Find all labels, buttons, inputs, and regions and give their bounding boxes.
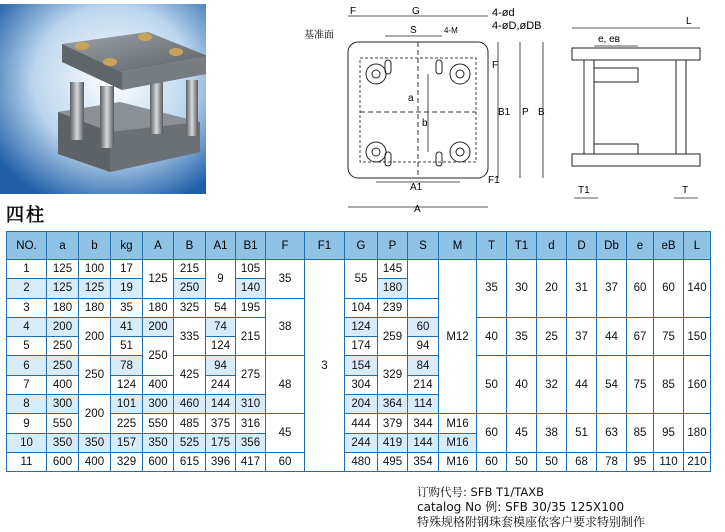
- cell-S: 114: [408, 395, 439, 414]
- cell-P: 239: [378, 298, 408, 317]
- cell-A1: 94: [206, 356, 236, 375]
- cell-M: M16: [439, 452, 477, 471]
- cell-A: 200: [143, 317, 174, 336]
- cell-P: 364: [378, 395, 408, 414]
- cell-B1: 356: [236, 433, 266, 452]
- cell-A: 125: [143, 260, 174, 299]
- table-row: [7, 356, 711, 375]
- cell-G: 55: [345, 260, 378, 299]
- cell-Db: 63: [597, 414, 627, 453]
- cell-B1: 215: [236, 317, 266, 356]
- cell-d: 20: [537, 260, 567, 318]
- cell-a: 300: [47, 395, 79, 414]
- col-header: L: [684, 232, 711, 260]
- dimension-drawing: [298, 2, 725, 216]
- col-header: Db: [597, 232, 627, 260]
- cell-P: 419: [378, 433, 408, 452]
- order-code: 订购代号: SFB T1/TAXB: [417, 485, 544, 499]
- cell-B1: 316: [236, 414, 266, 433]
- cell-Db: 78: [597, 452, 627, 471]
- cell-F: 45: [266, 414, 305, 453]
- cell-A: 550: [143, 414, 174, 433]
- cell-kg: 17: [111, 260, 143, 279]
- col-header: A1: [206, 232, 236, 260]
- cell-no: 10: [7, 433, 47, 452]
- col-header: T1: [507, 232, 537, 260]
- cell-eB: 95: [654, 414, 684, 453]
- col-header: eB: [654, 232, 684, 260]
- cell-D: 37: [567, 317, 597, 356]
- cell-b: 200: [79, 317, 111, 356]
- cell-a: 400: [47, 375, 79, 394]
- cell-M: M16: [439, 414, 477, 433]
- cell-G: 154: [345, 356, 378, 375]
- cell-P: 329: [378, 356, 408, 395]
- cell-e: 75: [627, 356, 654, 414]
- cell-P: 145: [378, 260, 408, 279]
- cell-B1: 310: [236, 395, 266, 414]
- cell-S: 214: [408, 375, 439, 394]
- cell-b: 250: [79, 356, 111, 395]
- cell-kg: 329: [111, 452, 143, 471]
- cell-T: 40: [477, 317, 507, 356]
- label-f-side: F: [492, 60, 499, 71]
- cell-a: 550: [47, 414, 79, 433]
- col-header: kg: [111, 232, 143, 260]
- spec-table: [6, 231, 711, 472]
- cell-Db: 54: [597, 356, 627, 414]
- label-4D: 4-øD,øDB: [492, 20, 542, 32]
- cell-T1: 40: [507, 356, 537, 414]
- cell-b: 125: [79, 279, 111, 298]
- label-l: L: [686, 16, 692, 27]
- cell-a: 350: [47, 433, 79, 452]
- cell-P: 180: [378, 279, 408, 298]
- cell-A1: 9: [206, 260, 236, 299]
- cell-Db: 37: [597, 260, 627, 318]
- cell-b: 400: [79, 452, 111, 471]
- cell-b: 200: [79, 395, 111, 434]
- cell-eB: 75: [654, 317, 684, 356]
- cell-B1: 275: [236, 356, 266, 395]
- col-header: b: [79, 232, 111, 260]
- cell-B1: 417: [236, 452, 266, 471]
- col-header: NO.: [7, 232, 47, 260]
- cell-kg: 35: [111, 298, 143, 317]
- cell-L: 150: [684, 317, 711, 356]
- table-row: [7, 452, 711, 471]
- label-A: A: [414, 204, 421, 215]
- cell-T: 60: [477, 452, 507, 471]
- cell-eB: 85: [654, 356, 684, 414]
- cell-G: 204: [345, 395, 378, 414]
- cell-G: 244: [345, 433, 378, 452]
- table-row: [7, 260, 711, 279]
- cell-P: 379: [378, 414, 408, 433]
- cell-S: 94: [408, 337, 439, 356]
- cell-A1: 375: [206, 414, 236, 433]
- cell-e: 60: [627, 260, 654, 318]
- cell-kg: 225: [111, 414, 143, 433]
- cell-Db: 44: [597, 317, 627, 356]
- col-header: M: [439, 232, 477, 260]
- col-header: P: [378, 232, 408, 260]
- cell-A1: 244: [206, 375, 236, 394]
- cell-d: 32: [537, 356, 567, 414]
- cell-F: 60: [266, 452, 305, 471]
- cell-no: 9: [7, 414, 47, 433]
- cell-eB: 110: [654, 452, 684, 471]
- cell-kg: 78: [111, 356, 143, 375]
- cell-T1: 30: [507, 260, 537, 318]
- cell-A1: 144: [206, 395, 236, 414]
- cell-T: 50: [477, 356, 507, 414]
- cell-e: 85: [627, 414, 654, 453]
- col-header: A: [143, 232, 174, 260]
- cell-kg: 157: [111, 433, 143, 452]
- col-header: S: [408, 232, 439, 260]
- cell-L: 160: [684, 356, 711, 414]
- cell-B: 425: [174, 356, 206, 395]
- label-f1: F1: [488, 175, 500, 186]
- cell-D: 68: [567, 452, 597, 471]
- cell-A: 400: [143, 375, 174, 394]
- cell-D: 44: [567, 356, 597, 414]
- cell-a: 250: [47, 337, 79, 356]
- cell-no: 11: [7, 452, 47, 471]
- cell-a: 250: [47, 356, 79, 375]
- cell-kg: 19: [111, 279, 143, 298]
- cell-M: M16: [439, 433, 477, 452]
- cell-M: M12: [439, 260, 477, 414]
- table-row: [7, 317, 711, 336]
- cell-D: 31: [567, 260, 597, 318]
- table-row: [7, 414, 711, 433]
- custom-note: 特殊规格附钢珠套模座依客户要求特别制作: [417, 515, 646, 529]
- cell-P: 259: [378, 317, 408, 356]
- cell-G: 304: [345, 375, 378, 394]
- section-title: 四柱: [6, 205, 46, 226]
- col-header: F: [266, 232, 305, 260]
- label-4m: 4-M: [444, 26, 458, 35]
- cell-no: 4: [7, 317, 47, 336]
- cell-d: 38: [537, 414, 567, 453]
- cell-B1: 140: [236, 279, 266, 298]
- cell-no: 3: [7, 298, 47, 317]
- cell-b: 100: [79, 260, 111, 279]
- label-a: a: [408, 93, 414, 104]
- label-b1: B1: [498, 107, 511, 118]
- cell-S: [408, 298, 439, 317]
- label-p: P: [522, 107, 529, 118]
- label-e: e, eʙ: [598, 34, 620, 45]
- cell-a: 600: [47, 452, 79, 471]
- cell-A1: 74: [206, 317, 236, 336]
- cell-no: 6: [7, 356, 47, 375]
- label-4d: 4-ød: [492, 7, 515, 19]
- cell-e: 95: [627, 452, 654, 471]
- col-header: B: [174, 232, 206, 260]
- cell-F: 48: [266, 356, 305, 414]
- cell-L: 140: [684, 260, 711, 318]
- cell-no: 2: [7, 279, 47, 298]
- die-set-photo: [0, 4, 206, 194]
- cell-a: 180: [47, 298, 79, 317]
- cell-A: 350: [143, 433, 174, 452]
- cell-d: 50: [537, 452, 567, 471]
- cell-kg: 124: [111, 375, 143, 394]
- cell-S: 344: [408, 414, 439, 433]
- cell-A1: 124: [206, 337, 236, 356]
- cell-A: 300: [143, 395, 174, 414]
- cell-L: 180: [684, 414, 711, 453]
- cell-F: 35: [266, 260, 305, 299]
- col-header: G: [345, 232, 378, 260]
- label-a1: A1: [410, 182, 423, 193]
- col-header: F1: [305, 232, 345, 260]
- label-t1: T1: [578, 185, 590, 196]
- cell-b: 180: [79, 298, 111, 317]
- cell-a: 125: [47, 279, 79, 298]
- cell-d: 25: [537, 317, 567, 356]
- cell-B: 250: [174, 279, 206, 298]
- cell-no: 7: [7, 375, 47, 394]
- cell-B: 335: [174, 317, 206, 356]
- table-header-row: [7, 232, 711, 260]
- cell-kg: 41: [111, 317, 143, 336]
- col-header: e: [627, 232, 654, 260]
- cell-S: 60: [408, 317, 439, 336]
- cell-B: 525: [174, 433, 206, 452]
- cell-A: 180: [143, 298, 174, 317]
- cell-B: 615: [174, 452, 206, 471]
- label-t: T: [682, 185, 689, 196]
- cell-S: [408, 260, 439, 299]
- catalog-example: catalog No 例: SFB 30/35 125X100: [417, 500, 625, 514]
- col-header: B1: [236, 232, 266, 260]
- cell-kg: 101: [111, 395, 143, 414]
- cell-L: 210: [684, 452, 711, 471]
- cell-G: 174: [345, 337, 378, 356]
- cell-S: 84: [408, 356, 439, 375]
- label-s: S: [410, 25, 417, 36]
- cell-T1: 50: [507, 452, 537, 471]
- cell-D: 51: [567, 414, 597, 453]
- cell-no: 8: [7, 395, 47, 414]
- col-header: d: [537, 232, 567, 260]
- cell-S: 354: [408, 452, 439, 471]
- cell-B1: 105: [236, 260, 266, 279]
- cell-S: 144: [408, 433, 439, 452]
- label-b-small: b: [422, 118, 428, 129]
- col-header: a: [47, 232, 79, 260]
- cell-F: 38: [266, 298, 305, 356]
- cell-kg: 51: [111, 337, 143, 356]
- cell-A1: 54: [206, 298, 236, 317]
- cell-P: 495: [378, 452, 408, 471]
- cell-a: 200: [47, 317, 79, 336]
- cell-B: 460: [174, 395, 206, 414]
- cell-no: 5: [7, 337, 47, 356]
- cell-A: 250: [143, 337, 174, 376]
- cell-B: 485: [174, 414, 206, 433]
- cell-b: 350: [79, 433, 111, 452]
- cell-G: 480: [345, 452, 378, 471]
- col-header: T: [477, 232, 507, 260]
- cell-T1: 35: [507, 317, 537, 356]
- cell-A: 600: [143, 452, 174, 471]
- cell-A1: 175: [206, 433, 236, 452]
- cell-a: 125: [47, 260, 79, 279]
- cell-A1: 396: [206, 452, 236, 471]
- cell-B: 325: [174, 298, 206, 317]
- cell-T: 35: [477, 260, 507, 318]
- label-g: G: [412, 6, 420, 17]
- cell-F1: 3: [305, 260, 345, 472]
- cell-B: 215: [174, 260, 206, 279]
- cell-B1: 195: [236, 298, 266, 317]
- cell-e: 67: [627, 317, 654, 356]
- cell-T: 60: [477, 414, 507, 453]
- cell-T1: 45: [507, 414, 537, 453]
- cell-eB: 60: [654, 260, 684, 318]
- label-b: B: [538, 107, 545, 118]
- cell-G: 124: [345, 317, 378, 336]
- cell-G: 104: [345, 298, 378, 317]
- cell-G: 444: [345, 414, 378, 433]
- label-f-top: F: [350, 6, 357, 17]
- datum-label: 基准面: [304, 30, 334, 41]
- col-header: D: [567, 232, 597, 260]
- cell-no: 1: [7, 260, 47, 279]
